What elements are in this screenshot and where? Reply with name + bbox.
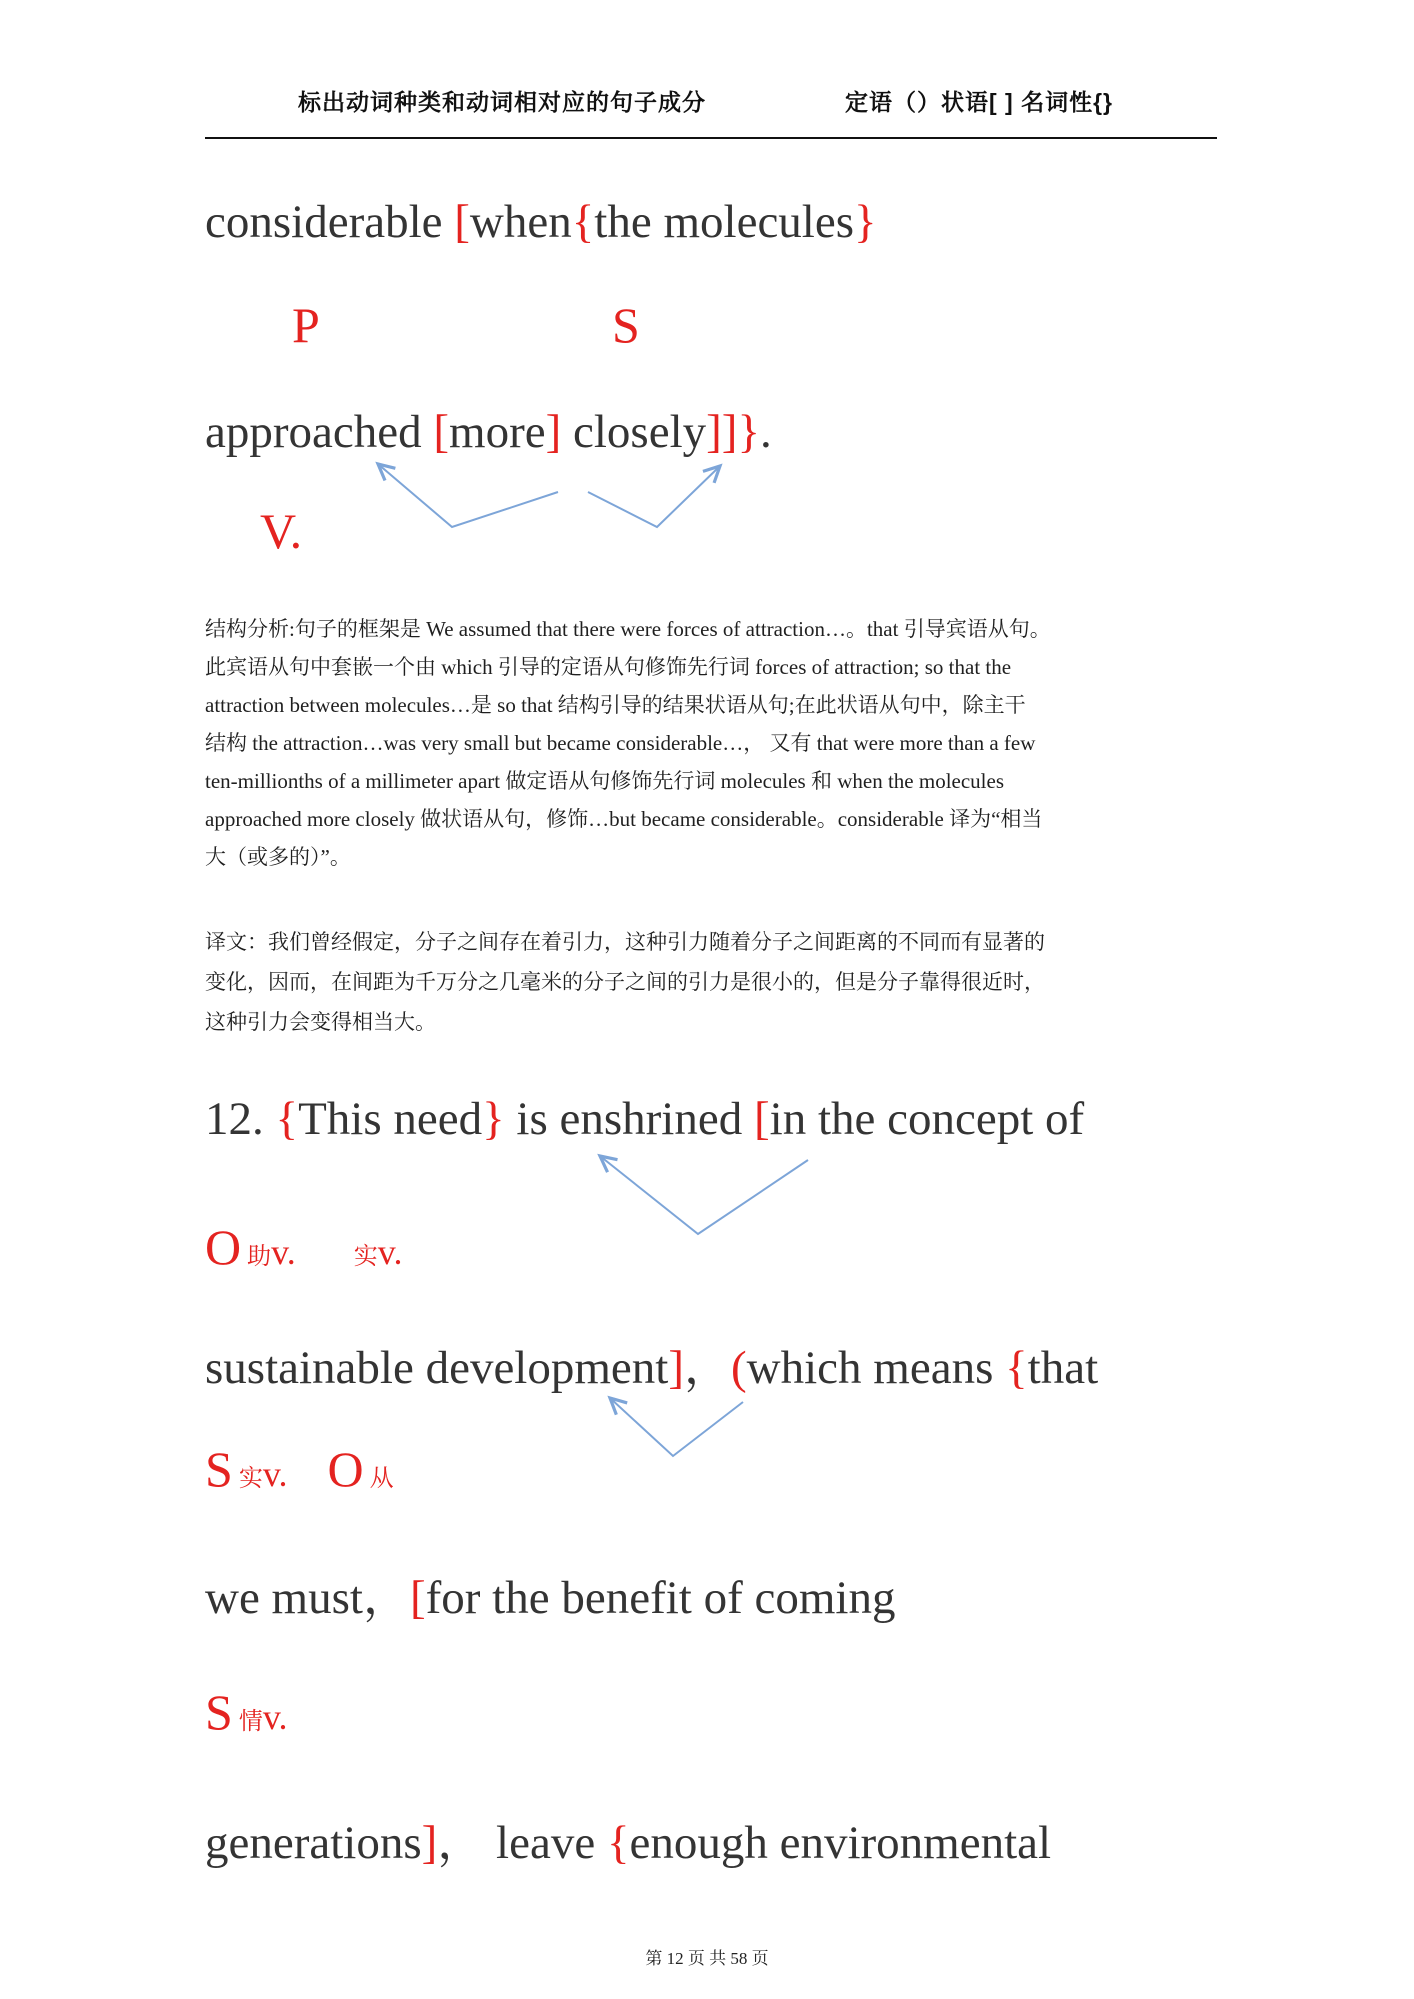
grammar-label: O <box>205 1219 242 1275</box>
sentence-segment: the molecules <box>594 196 855 248</box>
sentence-segment: we must <box>205 1572 363 1624</box>
sentence-segment: sustainable development <box>205 1342 669 1394</box>
sentence-segment: { <box>275 1093 299 1145</box>
paragraph-line: 这种引力会变得相当大。 <box>205 1010 436 1034</box>
grammar-label-row-s <box>205 1683 287 1741</box>
sentence-segment: approached <box>205 406 434 458</box>
paragraph-line: ten-millionths of a millimeter apart 做定语从句修饰先行词 molecules 和 when the molecules <box>205 769 1005 793</box>
structure-analysis-paragraph <box>205 610 1220 876</box>
sentence-segment: ]]} <box>706 406 761 458</box>
sentence-segment: { <box>606 1817 630 1869</box>
translation-paragraph <box>205 922 1220 1042</box>
sentence-segment: { <box>1005 1342 1028 1394</box>
sentence-segment: } <box>482 1093 505 1145</box>
sentence-segment: closely <box>561 406 707 458</box>
sentence-segment: [ <box>409 1572 426 1624</box>
sentence-segment: ] <box>421 1817 438 1869</box>
grammar-label: 助 <box>241 1244 272 1270</box>
sentence-segment: when <box>469 196 572 248</box>
page-header-right-legend: 定语（）状语[ ] 名词性{} <box>845 89 1113 115</box>
grammar-label: 情 <box>232 1709 263 1735</box>
grammar-label: S <box>205 1441 233 1497</box>
grammar-label: 实 <box>232 1466 263 1492</box>
grammar-label: 从 <box>363 1466 394 1492</box>
sentence-segment: { <box>571 196 595 248</box>
connector-arrow-icon <box>560 1142 840 1247</box>
sentence-segment: ] <box>545 406 562 458</box>
grammar-label: 实 <box>353 1244 378 1270</box>
connector-arrow-icon <box>568 1382 788 1472</box>
grammar-label-s: S <box>612 297 640 353</box>
sentence-segment: [ <box>753 1093 770 1145</box>
grammar-label-row-s-o <box>205 1440 394 1498</box>
page-header-left-title: 标出动词种类和动词相对应的句子成分 <box>298 89 706 115</box>
sentence-line-we-must <box>205 1560 895 1627</box>
sentence-segment: This need <box>298 1093 483 1145</box>
sentence-segment: is enshrined <box>504 1093 754 1145</box>
grammar-label: v. <box>262 1697 288 1737</box>
sentence-line-this-need <box>205 1092 1084 1146</box>
grammar-label: v. <box>271 1232 296 1272</box>
sentence-segment: 12. <box>205 1093 276 1145</box>
sentence-segment: ， <box>684 1342 732 1394</box>
paragraph-line: 变化，因而，在间距为千万分之几毫米的分子之间的引力是很小的，但是分子靠得很近时， <box>205 970 1045 994</box>
paragraph-line: 大（或多的）”。 <box>205 845 351 869</box>
sentence-segment: considerable <box>205 196 455 248</box>
sentence-segment: more <box>449 406 546 458</box>
sentence-segment: in the concept of <box>769 1093 1085 1145</box>
sentence-segment: [ <box>433 406 450 458</box>
sentence-line-generations <box>205 1805 1051 1872</box>
paragraph-line: attraction between molecules…是 so that 结构引导的结果状语从句;在此状语从句中，除主干 <box>205 693 1026 717</box>
grammar-label: v. <box>377 1232 403 1272</box>
paragraph-line: 译文：我们曾经假定，分子之间存在着引力，这种引力随着分子之间距离的不同而有显著的 <box>205 930 1045 954</box>
grammar-label: S <box>205 1684 233 1740</box>
page-footer-page-number: 第 12 页 共 58 页 <box>645 1949 769 1968</box>
sentence-segment: for the benefit of coming <box>425 1572 896 1624</box>
sentence-segment: } <box>854 196 877 248</box>
sentence-segment: . <box>760 406 772 458</box>
sentence-segment: which means <box>746 1342 1006 1394</box>
paragraph-line: 结构 the attraction…was very small but became considerable…， 又有 that were more than a few <box>205 731 1036 755</box>
grammar-label: v. <box>262 1454 288 1494</box>
sentence-segment: [ <box>454 196 470 248</box>
sentence-segment: that <box>1027 1342 1099 1394</box>
sentence-segment: ， <box>362 1572 410 1624</box>
header-divider-rule <box>205 137 1217 139</box>
connector-arrow-icon <box>350 448 750 543</box>
paragraph-line: approached more closely 做状语从句，修饰…but became considerable。considerable 译为“相当 <box>205 807 1043 831</box>
sentence-segment: ， leave <box>437 1817 607 1869</box>
grammar-label: O <box>327 1441 364 1497</box>
grammar-label-row-o <box>205 1218 402 1276</box>
sentence-segment: ( <box>731 1342 747 1394</box>
sentence-segment: enough environmental <box>629 1817 1052 1869</box>
paragraph-line: 结构分析:句子的框架是 We assumed that there were forces of attraction…。that 引导宾语从句。 <box>205 617 1051 641</box>
grammar-label-v: V. <box>260 503 303 559</box>
grammar-label-p: P <box>292 297 320 353</box>
sentence-segment: generations <box>205 1817 422 1869</box>
sentence-segment: ] <box>668 1342 685 1394</box>
sentence-line-considerable <box>205 195 877 249</box>
paragraph-line: 此宾语从句中套嵌一个由 which 引导的定语从句修饰先行词 forces of attraction; so that the <box>205 655 1012 679</box>
